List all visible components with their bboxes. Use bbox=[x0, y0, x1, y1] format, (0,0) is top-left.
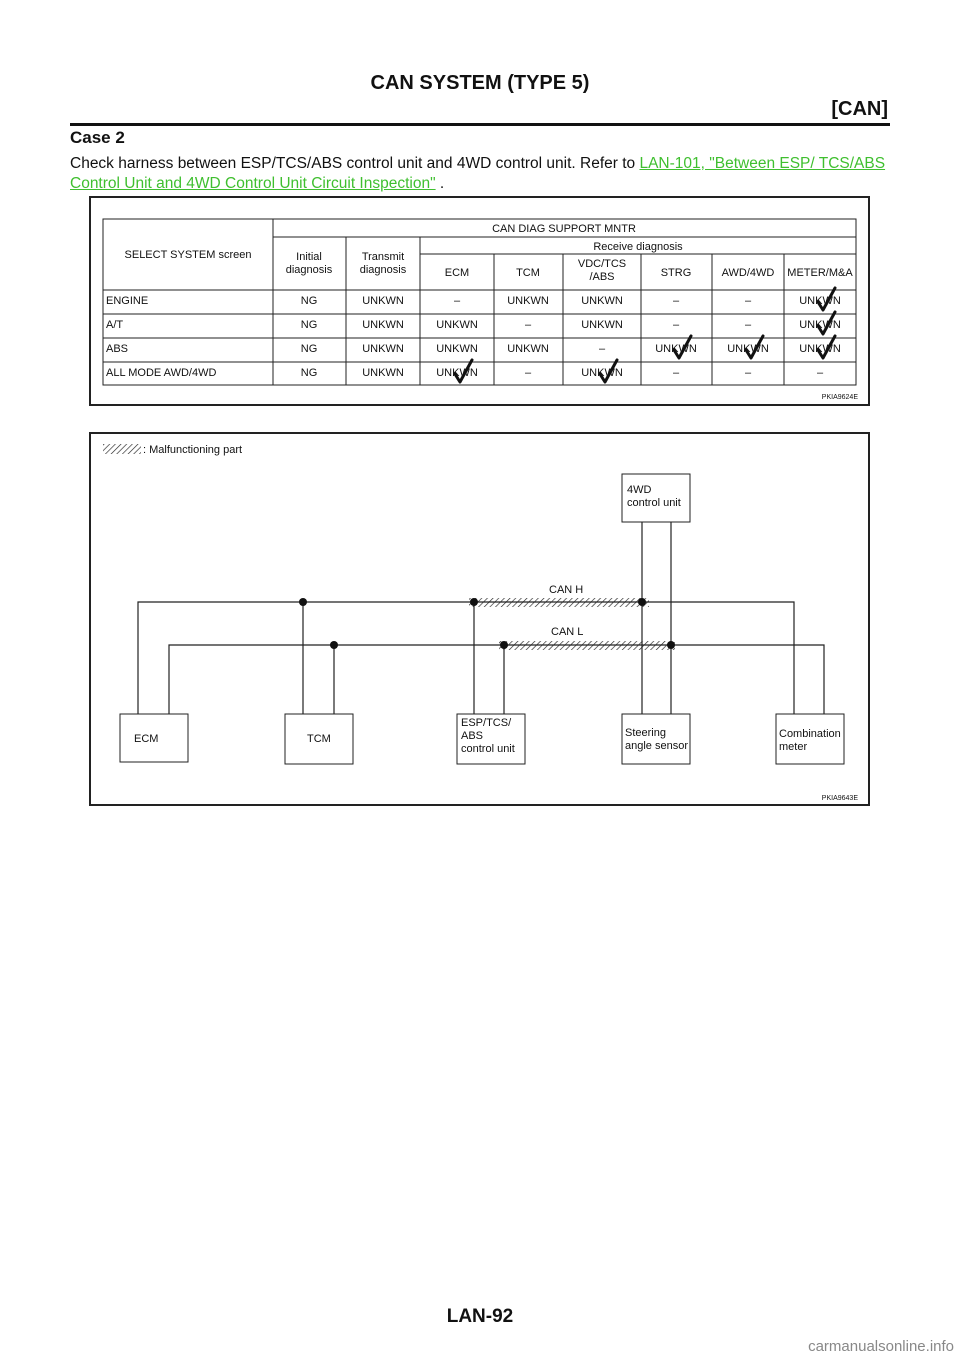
receive-diagnosis-header: Receive diagnosis bbox=[593, 241, 683, 253]
row-receive-value: UNKWN bbox=[436, 319, 478, 331]
row-receive-value: – bbox=[744, 319, 752, 331]
meter-label-line: meter bbox=[779, 741, 808, 753]
row-initial-value: NG bbox=[300, 319, 318, 331]
row-system-name: A/T bbox=[106, 319, 124, 331]
watermark: carmanualsonline.info bbox=[808, 1338, 954, 1355]
row-receive-value: – bbox=[524, 367, 532, 379]
can-circuit-figure bbox=[89, 432, 870, 806]
row-receive-value: – bbox=[744, 367, 752, 379]
row-system-name: ALL MODE AWD/4WD bbox=[106, 367, 217, 379]
row-receive-value: UNKWN bbox=[581, 319, 623, 331]
row-receive-value: – bbox=[672, 367, 680, 379]
row-receive-value: UNKWN bbox=[581, 295, 623, 307]
case-description bbox=[70, 154, 900, 194]
esp-can-l-splice bbox=[500, 641, 508, 649]
malfunction-hatch-swatch bbox=[103, 444, 141, 454]
receive-column-header: ECM bbox=[444, 267, 470, 279]
page-title: CAN SYSTEM (TYPE 5) bbox=[370, 72, 590, 94]
steering-label-line: angle sensor bbox=[625, 740, 688, 752]
row-receive-value: – bbox=[816, 367, 824, 379]
row-receive-value: – bbox=[598, 343, 606, 355]
receive-columns bbox=[445, 258, 854, 283]
awd-label-line: control unit bbox=[627, 497, 681, 509]
can-h-bus bbox=[138, 602, 794, 714]
receive-column-header: METER/M&A bbox=[787, 267, 853, 279]
row-receive-value: UNKWN bbox=[507, 343, 549, 355]
can-l-label: CAN L bbox=[551, 626, 584, 638]
row-initial-value: NG bbox=[300, 343, 318, 355]
section-tag: [CAN] bbox=[831, 98, 888, 120]
row-initial-value: NG bbox=[300, 295, 318, 307]
initial-diagnosis-header-line: Initial bbox=[296, 251, 322, 263]
row-receive-value: UNKWN bbox=[507, 295, 549, 307]
diag-rows bbox=[106, 295, 841, 379]
row-receive-value: UNKWN bbox=[799, 295, 841, 307]
row-receive-value: – bbox=[672, 319, 680, 331]
esp-label-line: ESP/TCS/ bbox=[461, 717, 512, 729]
4wd-can-h-splice bbox=[638, 598, 646, 606]
header-rule bbox=[70, 123, 890, 126]
can-h-label: CAN H bbox=[549, 584, 584, 596]
meter-label-line: Combination bbox=[779, 728, 841, 740]
awd-label-line: 4WD bbox=[627, 484, 652, 496]
tcm-can-l-splice bbox=[330, 641, 338, 649]
row-transmit-value: UNKWN bbox=[362, 319, 404, 331]
transmit-diagnosis-header-line: diagnosis bbox=[359, 264, 407, 276]
initial-diagnosis-header bbox=[286, 251, 333, 276]
row-system-name: ABS bbox=[106, 343, 129, 355]
row-receive-value: UNKWN bbox=[581, 367, 623, 379]
transmit-diagnosis-header bbox=[360, 251, 407, 276]
receive-column-header: /ABS bbox=[589, 271, 615, 283]
row-transmit-value: UNKWN bbox=[362, 367, 404, 379]
esp-label-line: control unit bbox=[461, 743, 515, 755]
steering-angle-sensor-box bbox=[622, 714, 690, 764]
row-receive-value: – bbox=[744, 295, 752, 307]
receive-column-header: AWD/4WD bbox=[721, 267, 775, 279]
inspection-link[interactable]: LAN-101, "Between ESP/ TCS/ABS Control Unit and 4WD Control Unit Circuit Inspection" bbox=[70, 155, 886, 192]
receive-column-header: VDC/TCS bbox=[577, 258, 627, 270]
page-number: LAN-92 bbox=[446, 1306, 514, 1327]
can-diag-support-header: CAN DIAG SUPPORT MNTR bbox=[492, 223, 636, 235]
row-receive-value: – bbox=[453, 295, 461, 307]
can-diag-table-figure bbox=[89, 196, 870, 406]
row-receive-value: UNKWN bbox=[799, 343, 841, 355]
case-title: Case 2 bbox=[70, 128, 125, 147]
select-system-header: SELECT SYSTEM screen bbox=[124, 249, 252, 261]
tcm-label-line: TCM bbox=[307, 733, 331, 745]
ecm-label-line: ECM bbox=[134, 733, 159, 745]
row-transmit-value: UNKWN bbox=[362, 343, 404, 355]
row-receive-value: UNKWN bbox=[799, 319, 841, 331]
receive-column-header: STRG bbox=[660, 267, 692, 279]
case-text: Check harness between ESP/TCS/ABS control unit and 4WD control unit. Refer to bbox=[70, 155, 640, 172]
row-receive-value: UNKWN bbox=[436, 343, 478, 355]
figure-id-2: PKIA9643E bbox=[821, 795, 858, 802]
row-system-name: ENGINE bbox=[106, 295, 149, 307]
receive-column-header: TCM bbox=[516, 267, 540, 279]
row-receive-value: UNKWN bbox=[727, 343, 769, 355]
steering-label-line: Steering bbox=[625, 727, 666, 739]
esp-can-h-splice bbox=[470, 598, 478, 606]
tcm-can-h-splice bbox=[299, 598, 307, 606]
4wd-can-l-splice bbox=[667, 641, 675, 649]
figure-id-1: PKIA9624E bbox=[821, 394, 858, 401]
row-receive-value: UNKWN bbox=[655, 343, 697, 355]
can-l-bus bbox=[169, 645, 824, 714]
row-receive-value: UNKWN bbox=[436, 367, 478, 379]
initial-diagnosis-header-line: diagnosis bbox=[285, 264, 333, 276]
row-receive-value: – bbox=[524, 319, 532, 331]
row-initial-value: NG bbox=[300, 367, 318, 379]
legend-text: : Malfunctioning part bbox=[143, 444, 243, 456]
row-receive-value: – bbox=[672, 295, 680, 307]
case-tail: . bbox=[435, 175, 445, 192]
row-transmit-value: UNKWN bbox=[362, 295, 404, 307]
esp-label-line: ABS bbox=[461, 730, 484, 742]
transmit-diagnosis-header-line: Transmit bbox=[361, 251, 405, 263]
